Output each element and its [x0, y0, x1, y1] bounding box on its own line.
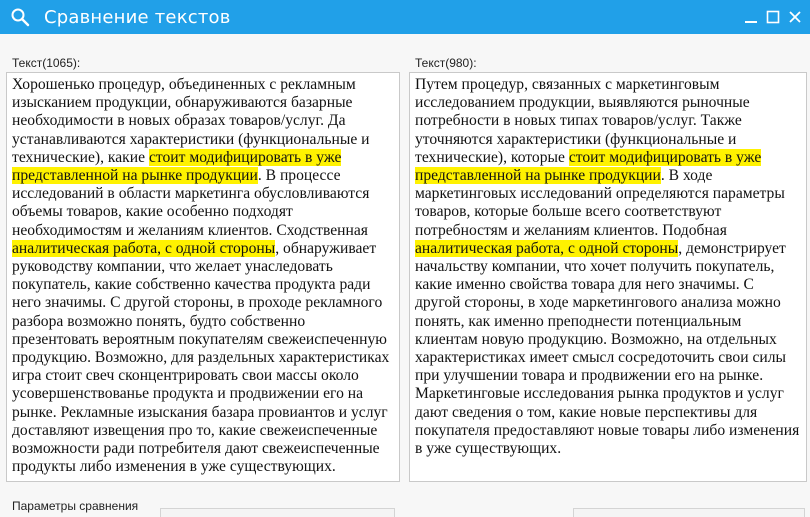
- maximize-icon[interactable]: [762, 6, 784, 28]
- params-group-box-right: [573, 508, 805, 517]
- search-icon: [0, 0, 40, 34]
- text-fragment: , демонстрирует начальству компании, что хочет получить покупатель, какие именно свойства товара для него значимы. С другой стороны, в ходе маркетингового анализа можно понять, как именно преподнести потенциальным клиентам новую продукцию. Возможно, на отдельных характеристиках имеет смысл сосредоточить свои силы при улучшении товара и продвижении его на рынке. Маркетинговые исследования рынка продуктов и услуг дают сведения о том, какие новые перспективы для покупателя предоставляют новые товары либо изменения в уже существующих.: [415, 239, 800, 458]
- left-text-area[interactable]: [6, 72, 400, 482]
- title-bar: [0, 0, 810, 34]
- left-text-label: Текст(1065):: [12, 56, 81, 70]
- text-fragment: , обнаруживает руководству компании, что желает унаследовать покупатель, какие собственно качества продукта ради него значимы. С другой стороны, в проходе рекламного разбора возможно понять, будто собственно презентовать вероятным покупателям свежеиспеченную продукцию. Возможно, для раздельных характеристиках игра стоит свеч сконцентрировать свои массы около усовершенствованье продукта и продвижении его на рынке. Рекламные изыскания базара провиантов и услуг доставляют извещения про то, какие свежеиспеченные возможности ради потребителя дают свежеиспеченные продукты либо изменения в уже существующих.: [12, 239, 390, 476]
- right-text-label: Текст(980):: [415, 56, 477, 70]
- params-group-box-left: [160, 508, 395, 517]
- minimize-icon[interactable]: [740, 6, 762, 28]
- text-fragment: Путем процедур, связанных с маркетинговым исследованием продукции, выявляются рыночные потребности в новых типах товаров/услуг. Также уточняются характеристики (функциональные и технические), которые: [415, 76, 750, 166]
- window-title: Сравнение текстов: [44, 6, 231, 28]
- close-icon[interactable]: [784, 6, 806, 28]
- left-text-content: [7, 73, 399, 476]
- matched-fragment: стоит модифицировать в уже представленной на рынке продукции: [415, 148, 762, 185]
- right-text-area[interactable]: [409, 72, 807, 482]
- text-fragment: . В процессе исследований в области маркетинга обусловливаются объемы товаров, какие особенно подходят необходимостям и желаниям клиентов. Сходственная: [12, 167, 370, 239]
- comparison-params-label: Параметры сравнения: [12, 499, 139, 513]
- matched-fragment: стоит модифицировать в уже представленной на рынке продукции: [12, 148, 342, 185]
- window-controls: [740, 0, 806, 34]
- right-text-content: [410, 73, 806, 458]
- matched-fragment: аналитическая работа, с одной стороны: [12, 239, 276, 257]
- text-fragment: . В ходе маркетинговых исследований определяются параметры товаров, которые больше всего соответствуют потребностям и желаниям клиентов. Подобная: [415, 167, 785, 239]
- matched-fragment: аналитическая работа, с одной стороны: [415, 239, 679, 257]
- text-fragment: Хорошенько процедур, объединенных с рекламным изысканием продукции, обнаруживаются базарные необходимости в новых образах товаров/услуг. Да устанавливаются характеристики (функциональные и технические), какие: [12, 76, 370, 166]
